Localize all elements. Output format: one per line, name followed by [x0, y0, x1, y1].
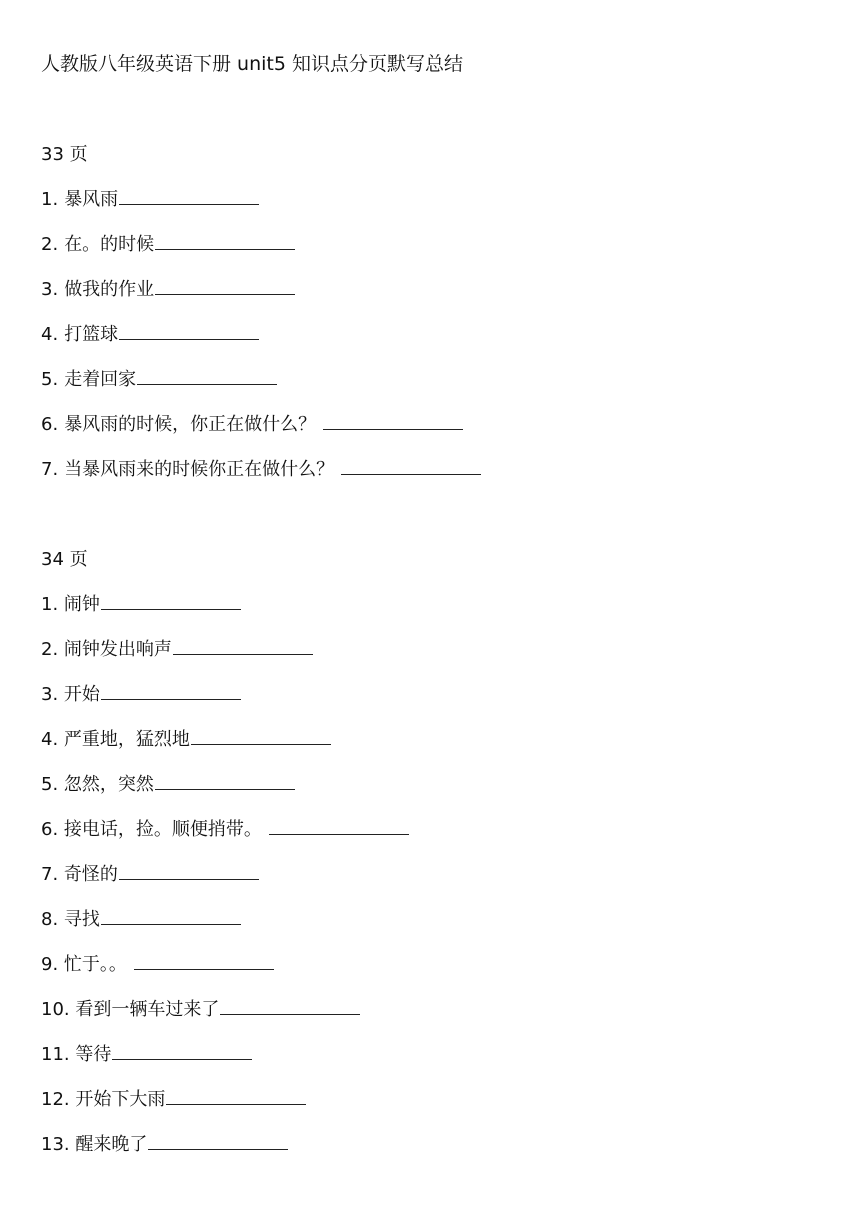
item-prompt: 接电话，捡。顺便捎带。	[63, 819, 262, 840]
item-number: 1.	[41, 594, 59, 615]
item-number: 2.	[41, 234, 59, 255]
item-prompt: 暴风雨的时候，你正在做什么？	[64, 414, 317, 435]
item-prompt: 忽然，突然	[63, 774, 154, 795]
item-prompt: 开始	[63, 684, 100, 705]
answer-blank[interactable]	[155, 771, 295, 790]
answer-blank[interactable]	[173, 636, 313, 655]
item-number: 5.	[41, 774, 59, 795]
item-prompt: 开始下大雨	[75, 1089, 166, 1110]
item-prompt: 看到一辆车过来了	[75, 999, 220, 1020]
answer-blank[interactable]	[191, 726, 331, 745]
section-heading-page-33: 33 页	[41, 144, 88, 165]
item-prompt: 奇怪的	[63, 864, 118, 885]
list-item	[41, 591, 409, 636]
list-item	[41, 681, 409, 726]
list-item	[41, 366, 481, 411]
answer-blank[interactable]	[166, 1086, 306, 1105]
item-prompt: 当暴风雨来的时候你正在做什么？	[64, 459, 335, 480]
item-prompt: 做我的作业	[64, 279, 155, 300]
answer-blank[interactable]	[101, 591, 241, 610]
exercise-list-page-33	[41, 186, 481, 501]
item-prompt: 等待	[75, 1044, 112, 1065]
document-page	[41, 0, 840, 1216]
list-item	[41, 771, 409, 816]
list-item	[41, 816, 409, 861]
list-item	[41, 861, 409, 906]
item-number: 2.	[41, 639, 59, 660]
answer-blank[interactable]	[137, 366, 277, 385]
list-item	[41, 411, 481, 456]
item-number: 13.	[41, 1134, 70, 1155]
item-number: 1.	[41, 189, 59, 210]
item-prompt: 闹钟发出响声	[63, 639, 172, 660]
item-prompt: 暴风雨	[64, 189, 119, 210]
item-prompt: 在。的时候	[64, 234, 155, 255]
item-number: 3.	[41, 684, 59, 705]
item-prompt: 寻找	[63, 909, 100, 930]
list-item	[41, 456, 481, 501]
answer-blank[interactable]	[119, 186, 259, 205]
exercise-list-page-34	[41, 591, 409, 1176]
answer-blank[interactable]	[148, 1131, 288, 1150]
list-item	[41, 906, 409, 951]
item-number: 4.	[41, 324, 59, 345]
item-prompt: 走着回家	[64, 369, 137, 390]
section-heading-page-34: 34 页	[41, 549, 88, 570]
list-item	[41, 996, 409, 1041]
item-number: 12.	[41, 1089, 70, 1110]
item-number: 6.	[41, 819, 59, 840]
list-item	[41, 1086, 409, 1131]
item-number: 3.	[41, 279, 59, 300]
answer-blank[interactable]	[119, 861, 259, 880]
answer-blank[interactable]	[220, 996, 360, 1015]
answer-blank[interactable]	[101, 681, 241, 700]
list-item	[41, 1131, 409, 1176]
document-title: 人教版八年级英语下册 unit5 知识点分页默写总结	[41, 53, 463, 75]
list-item	[41, 186, 481, 231]
item-number: 10.	[41, 999, 70, 1020]
item-prompt: 醒来晚了	[75, 1134, 148, 1155]
item-number: 5.	[41, 369, 59, 390]
list-item	[41, 1041, 409, 1086]
item-prompt: 忙于。。	[63, 954, 127, 975]
list-item	[41, 951, 409, 996]
item-prompt: 严重地，猛烈地	[63, 729, 190, 750]
item-number: 11.	[41, 1044, 70, 1065]
answer-blank[interactable]	[341, 456, 481, 475]
answer-blank[interactable]	[155, 231, 295, 250]
item-number: 7.	[41, 459, 59, 480]
item-number: 8.	[41, 909, 59, 930]
item-number: 9.	[41, 954, 59, 975]
list-item	[41, 726, 409, 771]
item-prompt: 闹钟	[63, 594, 100, 615]
list-item	[41, 636, 409, 681]
answer-blank[interactable]	[155, 276, 295, 295]
item-prompt: 打篮球	[64, 324, 119, 345]
list-item	[41, 276, 481, 321]
answer-blank[interactable]	[101, 906, 241, 925]
list-item	[41, 321, 481, 366]
item-number: 6.	[41, 414, 59, 435]
item-number: 7.	[41, 864, 59, 885]
answer-blank[interactable]	[269, 816, 409, 835]
answer-blank[interactable]	[134, 951, 274, 970]
answer-blank[interactable]	[323, 411, 463, 430]
answer-blank[interactable]	[112, 1041, 252, 1060]
answer-blank[interactable]	[119, 321, 259, 340]
list-item	[41, 231, 481, 276]
item-number: 4.	[41, 729, 59, 750]
